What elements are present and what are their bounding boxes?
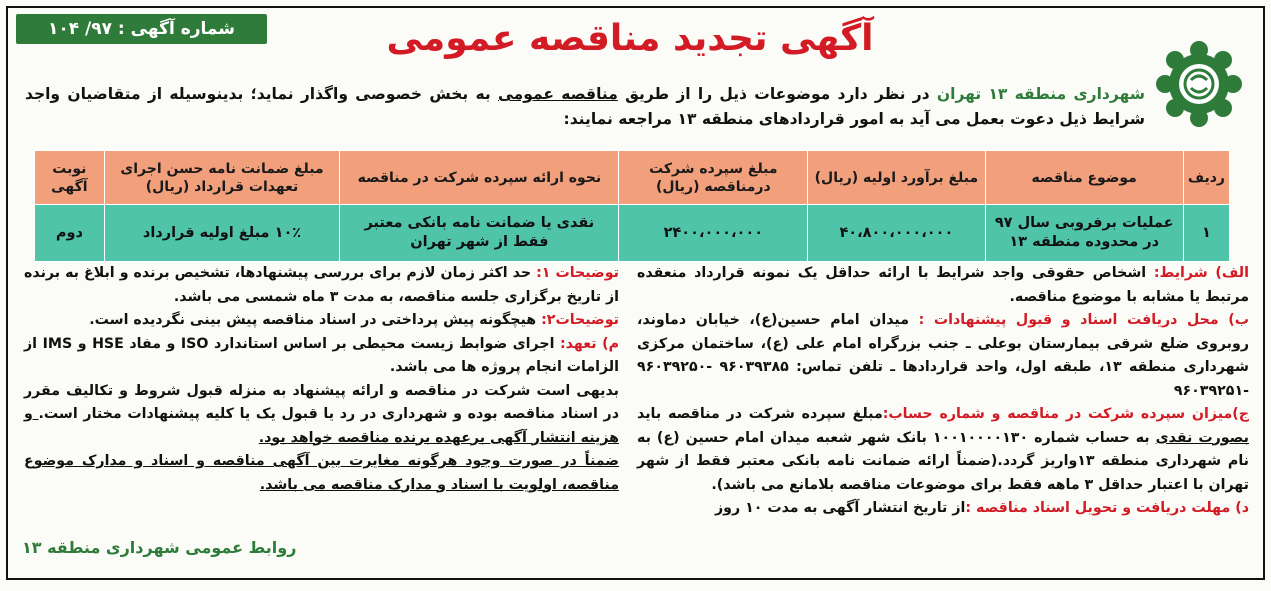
- tender-table: [34, 150, 1230, 262]
- note-2-text: هیچگونه پیش پرداختی در اسناد مناقصه پیش بینی نگردیده است.: [89, 312, 542, 328]
- section-d-label: د) مهلت دریافت و تحویل اسناد مناقصه :: [965, 500, 1249, 516]
- table-row: [35, 205, 1230, 262]
- priority-note: [24, 450, 619, 497]
- conditions-column: [637, 262, 1249, 521]
- intro-highlight: مناقصه عمومی: [498, 85, 618, 103]
- section-b-label: ب) محل دریافت اسناد و قبول پیشنهادات :: [918, 312, 1250, 328]
- cell-deposit-method: نقدی یا ضمانت نامه بانکی معتبر فقط از شهر تهران: [340, 205, 619, 262]
- header-ad-round: نوبت آگهی: [35, 151, 105, 205]
- section-c-text-2: بصورت نقدی: [1155, 429, 1249, 446]
- header-guarantee: مبلغ ضمانت نامه حسن اجرای تعهدات قرارداد (ریال): [104, 151, 340, 205]
- section-a-label: الف) شرایط:: [1153, 265, 1249, 281]
- note-2: [24, 309, 619, 333]
- header-deposit-method: نحوه ارائه سپرده شرکت در مناقصه: [340, 151, 619, 205]
- priority-note-text: ضمناً در صورت وجود هرگونه مغایرت بین آگهی مناقصه و اسناد و مدارک موضوع مناقصه، اولویت با اسناد و مدارک مناقصه می باشد.: [24, 453, 619, 493]
- municipality-logo-icon: [1151, 36, 1247, 132]
- footer-public-relations: روابط عمومی شهرداری منطقه ۱۳: [22, 538, 297, 557]
- intro-text-1: در نظر دارد موضوعات ذیل را از طریق: [617, 85, 937, 103]
- commitment-text: اجرای ضوابط زیست محیطی بر اساس استاندارد ISO و مفاد HSE و IMS از الزامات انجام پروژه ها می باشد.: [24, 335, 619, 375]
- section-d: [637, 497, 1249, 521]
- header-subject: موضوع مناقصه: [985, 151, 1183, 205]
- cell-deposit: ۲۴۰۰،۰۰۰،۰۰۰: [619, 205, 808, 262]
- notes-column: [24, 262, 619, 497]
- cell-ad-round: دوم: [35, 205, 105, 262]
- section-d-text: از تاریخ انتشار آگهی به مدت ۱۰ روز: [714, 500, 966, 516]
- section-c: [637, 403, 1249, 497]
- cell-estimate: ۴۰،۸۰۰،۰۰۰،۰۰۰: [808, 205, 985, 262]
- cell-guarantee: ۱۰٪ مبلغ اولیه قرارداد: [104, 205, 340, 262]
- section-a: [637, 262, 1249, 309]
- section-a-text: اشخاص حقوقی واجد شرایط با ارائه حداقل یک نمونه قرارداد منعقده مرتبط یا مشابه با موضوع مناقصه.: [637, 265, 1249, 305]
- note-2-label: توضیحات۲:: [541, 312, 619, 328]
- header-row-number: ردیف: [1183, 151, 1229, 205]
- intro-paragraph: [25, 82, 1145, 132]
- commitment: [24, 333, 619, 380]
- section-c-text-3: به حساب شماره ۱۰۰۱۰۰۰۰۱۳۰ بانک شهر شعبه میدان امام حسین (ع) به نام شهرداری منطقه ۱۳واریز گردد.(ضمناً ارائه ضمانت نامه بانکی معتبر فقط از شهر تهران با اعتبار حداقل ۳ ماهه فقط برای موضوعات مناقصه بلامانع می باشد).: [637, 429, 1249, 493]
- ad-title: آگهی تجدید مناقصه عمومی: [386, 18, 874, 59]
- header-estimate: مبلغ برآورد اولیه (ریال): [808, 151, 985, 205]
- commitment-label: م) تعهد:: [559, 335, 619, 352]
- header-deposit: مبلغ سپرده شرکت درمناقصه (ریال): [619, 151, 808, 205]
- cell-row-number: ۱: [1183, 205, 1229, 262]
- section-b-text: میدان امام حسین(ع)، خیابان دماوند، روبروی ضلع شرقی بیمارستان بوعلی ـ جنب بزرگراه امام علی (ع)، ساختمان مرکزی شهرداری منطقه ۱۳، طبقه اول، واحد قراردادها ـ تلفن تماس: ۹۶۰۳۹۳۸۵ -۹۶۰۳۹۲۵۰ -۹۶۰۳۹۲۵۱: [637, 312, 1249, 399]
- publication-cost-text: و هزینه انتشار آگهی برعهده برنده مناقصه خواهد بود.: [24, 406, 619, 446]
- general-terms: [24, 380, 619, 451]
- table-header-row: [35, 151, 1230, 205]
- section-b: [637, 309, 1249, 403]
- section-c-text-1: مبلغ سپرده شرکت در مناقصه باید: [637, 406, 883, 422]
- note-1-label: توضیحات ۱:: [536, 265, 619, 281]
- ad-number-badge: شماره آگهی : ۹۷/ ۱۰۴: [16, 14, 267, 44]
- section-c-label: ج)میزان سپرده شرکت در مناقصه و شماره حساب:: [882, 406, 1249, 422]
- organization-name: شهرداری منطقه ۱۳ تهران: [936, 85, 1145, 103]
- cell-subject: عملیات برفروبی سال ۹۷ در محدوده منطقه ۱۳: [985, 205, 1183, 262]
- note-1: [24, 262, 619, 309]
- general-terms-text: بدیهی است شرکت در مناقصه و ارائه پیشنهاد به منزله قبول شروط و تکالیف مقرر در اسناد مناقصه بوده و شهرداری در رد یا قبول یک یا کلیه پیشنهادات مختار است.: [24, 382, 619, 422]
- note-1-text: حد اکثر زمان لازم برای بررسی پیشنهادها، تشخیص برنده و ابلاغ به برنده از تاریخ برگزاری جلسه مناقصه، به مدت ۳ ماه شمسی می باشد.: [24, 265, 619, 305]
- intro-text-2: به بخش خصوصی واگذار نماید؛ بدینوسیله از متقاضیان واجد شرایط ذیل دعوت بعمل می آید به امور قراردادهای منطقه ۱۳ مراجعه نمایند:: [25, 85, 1145, 128]
